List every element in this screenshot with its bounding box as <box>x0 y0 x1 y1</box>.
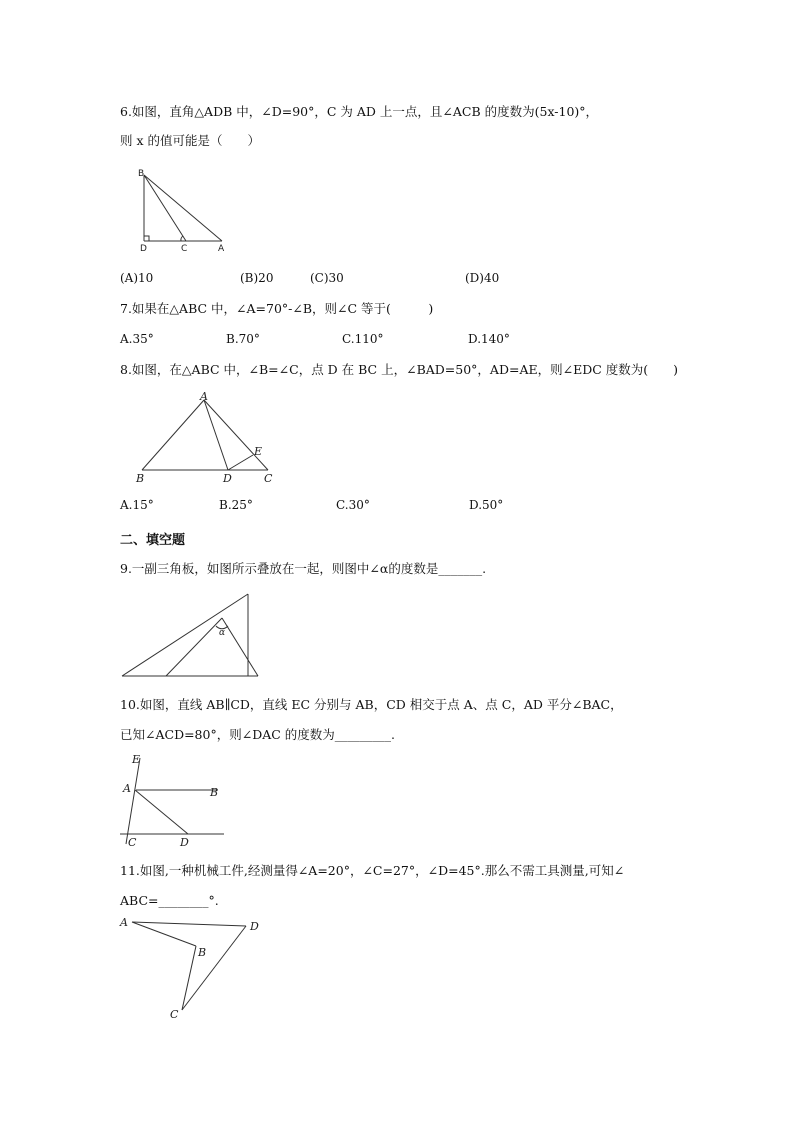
q6-option-a: (A)10 <box>120 271 154 285</box>
q8-text-line1: 8.如图，在△ABC 中，∠B=∠C，点 D 在 BC 上，∠BAD=50°，AD=AE，则∠EDC 度数为( ) <box>120 362 679 377</box>
q8-segment-ad <box>204 400 228 470</box>
q10-text-line2: 已知∠ACD=80°，则∠DAC 的度数为_________. <box>120 727 396 742</box>
q10-text-line1: 10.如图，直线 AB∥CD，直线 EC 分别与 AB，CD 相交于点 A、点 C，AD 平分∠BAC， <box>120 697 623 712</box>
q6-label-c: C <box>181 244 188 254</box>
q8-figure <box>132 388 282 488</box>
q11-segment-ad <box>132 922 246 926</box>
q8-label-a: A <box>200 390 208 403</box>
q10-label-c: C <box>128 836 137 849</box>
q6-option-b: (B)20 <box>240 271 274 285</box>
q6-segment-ba <box>144 175 222 241</box>
q11-text-line1: 11.如图,一种机械工件,经测量得∠A=20°，∠C=27°，∠D=45°.那么不需工具测量,可知∠ <box>120 863 625 878</box>
q9-text-line1: 9.一副三角板，如图所示叠放在一起，则图中∠α的度数是_______. <box>120 561 487 576</box>
q11-text-line2: ABC=________°. <box>120 893 219 908</box>
q11-label-b: B <box>198 946 207 959</box>
q8-label-d: D <box>223 472 232 485</box>
q6-option-c: (C)30 <box>310 271 344 285</box>
q7-option-c: C.110° <box>342 332 384 346</box>
q8-label-e: E <box>254 445 263 458</box>
q11-segment-ab <box>132 922 196 946</box>
q8-option-d: D.50° <box>469 498 504 512</box>
q11-figure <box>118 912 268 1024</box>
q11-label-c: C <box>170 1008 179 1021</box>
q10-label-e: E <box>132 753 141 766</box>
q6-label-a: A <box>218 244 225 254</box>
q6-text-line1: 6.如图，直角△ADB 中，∠D=90°，C 为 AD 上一点，且∠ACB 的度数为(5x-10)°， <box>120 104 599 119</box>
q10-label-a: A <box>123 782 131 795</box>
q11-label-a: A <box>120 916 128 929</box>
q8-segment-ac <box>204 400 268 470</box>
q6-text-line2: 则 x 的值可能是（ ） <box>120 133 260 148</box>
q7-option-b: B.70° <box>226 332 260 346</box>
q11-label-d: D <box>250 920 259 933</box>
q6-angle-arc <box>181 236 183 241</box>
q6-label-b: B <box>138 169 145 179</box>
q9-triangle2-left <box>166 618 222 676</box>
q8-option-b: B.25° <box>219 498 253 512</box>
q8-label-c: C <box>264 472 273 485</box>
q9-triangle1-hypotenuse <box>122 594 248 676</box>
q6-segment-bc <box>144 175 186 241</box>
q8-segment-ab <box>142 400 204 470</box>
q6-option-d: (D)40 <box>465 271 500 285</box>
q8-segment-de <box>228 455 253 470</box>
q7-option-d: D.140° <box>468 332 510 346</box>
q10-line-ec <box>126 758 140 844</box>
q10-figure <box>118 750 228 850</box>
q9-figure <box>118 588 263 683</box>
q8-label-b: B <box>136 472 145 485</box>
q8-option-c: C.30° <box>336 498 370 512</box>
q10-segment-ad <box>135 790 188 834</box>
q8-option-a: A.15° <box>120 498 154 512</box>
q10-label-b: B <box>210 786 219 799</box>
q7-text-line1: 7.如果在△ABC 中，∠A=70°-∠B，则∠C 等于( ) <box>120 301 434 316</box>
q7-option-a: A.35° <box>120 332 154 346</box>
q6-figure <box>130 165 240 260</box>
section-title: 二、填空题 <box>120 533 186 548</box>
q10-label-d: D <box>180 836 189 849</box>
q6-right-angle-mark <box>144 236 149 241</box>
q9-label-alpha: α <box>219 628 226 638</box>
q6-label-d: D <box>140 244 147 254</box>
